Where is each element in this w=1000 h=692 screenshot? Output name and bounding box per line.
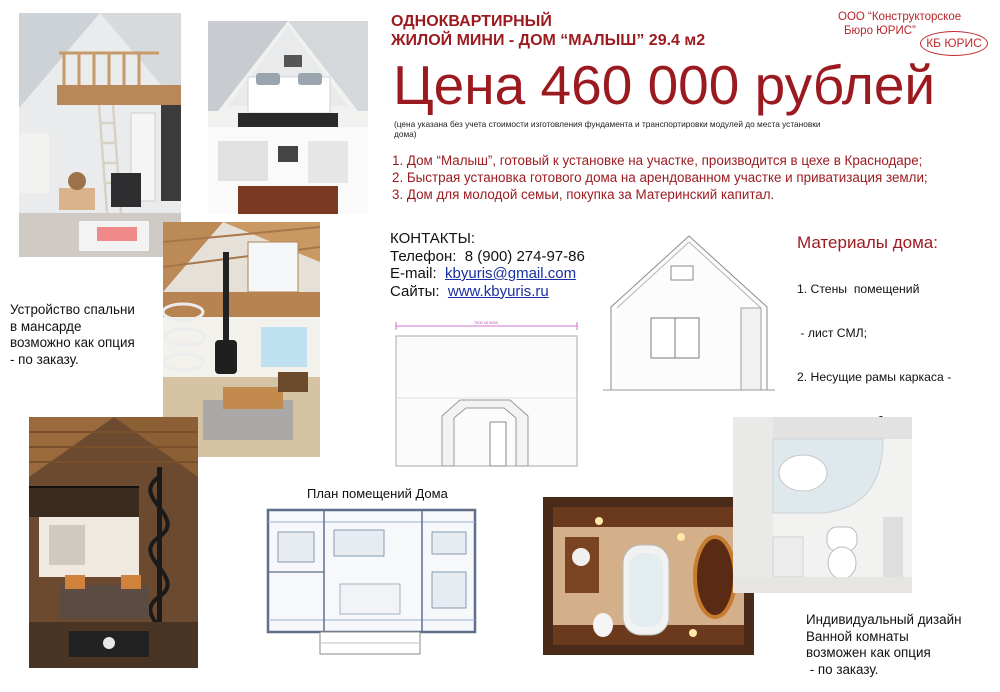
facade-dimension-label: 7500 х5 8000 [473, 320, 499, 325]
floor-plan-title: План помещений Дома [307, 486, 448, 501]
side-facade-drawing [390, 320, 583, 471]
materials-line: 1. Стены помещений [797, 282, 920, 297]
phone-label: Телефон: [390, 247, 457, 265]
white-bathroom-photo [733, 417, 912, 593]
loft-interior-photo [19, 13, 181, 257]
materials-line: 2. Несущие рамы каркаса - [797, 369, 952, 384]
email-link[interactable]: kbyuris@gmail.com [445, 265, 577, 282]
contacts-heading: КОНТАКТЫ: [390, 230, 476, 247]
title-line-1: ОДНОКВАРТИРНЫЙ [391, 13, 552, 30]
benefit-item: 1. Дом “Малыш”, готовый к установке на участке, производится в цехе в Краснодаре; [392, 153, 923, 168]
benefit-item: 2. Быстрая установка готового дома на арендованном участке и приватизация земли; [392, 170, 928, 185]
materials-title: Материалы дома: [797, 233, 938, 252]
phone-number[interactable]: 8 (900) 274-97-86 [464, 247, 585, 265]
materials-line: - лист СМЛ; [797, 325, 868, 340]
company-stamp-logo: КБ ЮРИС [920, 31, 988, 56]
bedroom-option-note: Устройство спальни в мансарде возможно как опция - по заказу. [10, 302, 135, 367]
benefit-item: 3. Дом для молодой семьи, покупка за Материнский капитал. [392, 187, 775, 202]
site-row [390, 283, 585, 301]
floor-plan-drawing [264, 502, 479, 659]
site-link[interactable]: www.kbyuris.ru [447, 282, 549, 300]
sites-label: Сайты: [390, 282, 440, 300]
attic-bedroom-photo [208, 21, 368, 214]
contacts-block [390, 230, 585, 300]
price-note: (цена указана без учета стоимости изготовления фундамента и транспортировки модулей до места установки дома) [394, 119, 821, 139]
title-line-2: ЖИЛОЙ МИНИ - ДОМ “МАЛЫШ” 29.4 м2 [391, 32, 706, 49]
offer-title [391, 12, 705, 50]
bathroom-top-view-photo [543, 497, 754, 655]
loft-spiral-stair-photo [29, 417, 198, 668]
bathroom-option-note: Индивидуальный дизайн Ванной комнаты возможен как опция - по заказу. [806, 612, 962, 677]
price-headline: Цена 460 000 рублей [393, 54, 936, 116]
email-row [390, 265, 585, 283]
end-facade-drawing [603, 232, 775, 400]
benefits-list [392, 152, 928, 203]
company-line-1: ООО “Конструкторское [838, 11, 962, 23]
email-label: E-mail: [390, 265, 437, 282]
company-line-2: Бюро ЮРИС” [844, 25, 916, 37]
phone-row [390, 248, 585, 266]
